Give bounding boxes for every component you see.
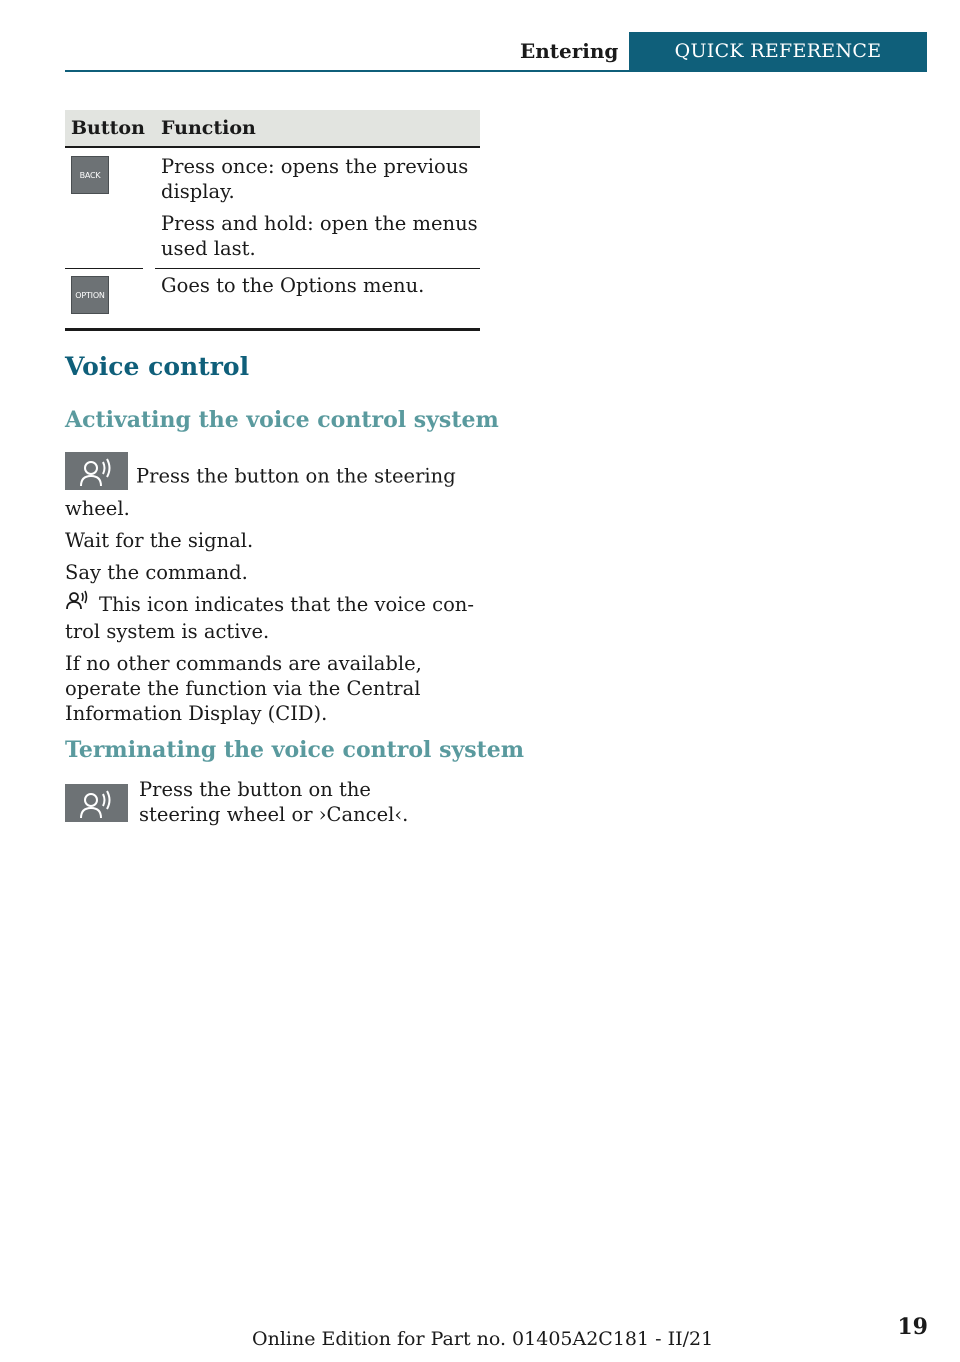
terminate-text: Press the button on the steering wheel or ›Cancel‹. xyxy=(139,778,409,826)
function-line: Press once: opens the previous display. xyxy=(161,155,469,203)
option-button-icon: OPTION xyxy=(71,276,109,314)
icon-description xyxy=(65,592,480,644)
running-header-section: Entering xyxy=(520,39,619,63)
terminating-body xyxy=(65,777,480,827)
header-divider xyxy=(65,70,927,72)
say-text: Say the command. xyxy=(65,561,248,584)
heading-terminating: Terminating the voice control system xyxy=(65,737,525,763)
wait-text: Wait for the signal. xyxy=(65,529,254,552)
section-title-voice-control: Voice control xyxy=(65,352,250,381)
function-cell xyxy=(161,154,479,268)
voice-control-icon xyxy=(65,784,128,822)
button-function-table xyxy=(65,110,480,331)
column-header-function: Function xyxy=(161,117,256,139)
fallback-text: If no other commands are available, operate the function via the Central Information Display (CID). xyxy=(65,651,422,725)
footer-edition: Online Edition for Part no. 01405A2C181 - II/21 xyxy=(252,1328,714,1350)
table-row xyxy=(65,148,480,268)
back-button-icon: BACK xyxy=(71,156,109,194)
icon-text: This icon indicates that the voice con‐ trol system is active. xyxy=(65,593,474,643)
heading-activating: Activating the voice control system xyxy=(65,407,499,433)
function-line: Goes to the Options menu. xyxy=(161,274,425,297)
table-header xyxy=(65,110,480,148)
voice-control-icon xyxy=(65,452,128,490)
column-header-button: Button xyxy=(71,117,145,139)
running-header-badge: QUICK REFERENCE xyxy=(629,32,927,70)
table-row xyxy=(65,268,480,331)
function-cell xyxy=(161,273,479,305)
voice-active-icon xyxy=(65,590,91,616)
function-line: Press and hold: open the menus used last. xyxy=(161,212,478,260)
activating-body xyxy=(65,458,480,733)
page-number: 19 xyxy=(897,1314,928,1340)
press-instruction xyxy=(65,458,480,521)
press-text: Press the button on the steering wheel. xyxy=(65,464,456,520)
